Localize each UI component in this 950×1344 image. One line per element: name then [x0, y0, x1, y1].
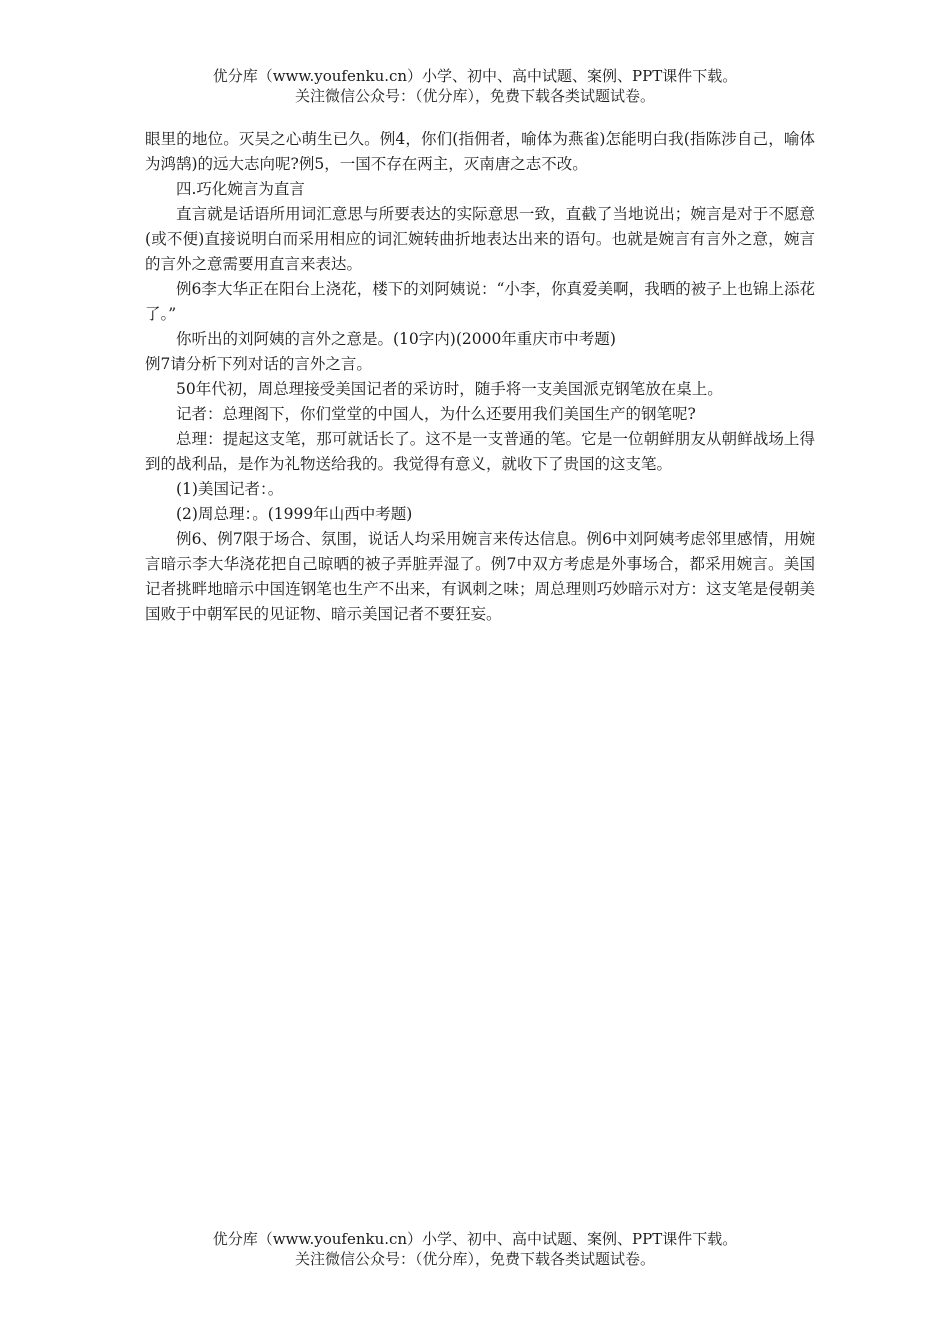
paragraph-1: 眼里的地位。灭吴之心萌生已久。例4，你们(指佣者，喻体为燕雀)怎能明白我(指陈涉自己，喻体为鸿鹄)的远大志向呢?例5，一国不存在两主，灭南唐之志不改。 [145, 130, 815, 173]
page-header [0, 66, 950, 106]
footer-line-2: 关注微信公众号：（优分库），免费下载各类试题试卷。 [294, 1250, 655, 1268]
header-line-2: 关注微信公众号：（优分库），免费下载各类试题试卷。 [294, 87, 655, 105]
paragraph-3: 直言就是话语所用词汇意思与所要表达的实际意思一致，直截了当地说出；婉言是对于不愿意(或不便)直接说明白而采用相应的词汇婉转曲折地表达出来的语句。也就是婉言有言外之意，婉言的言外之意需要用直言来表达。 [145, 205, 815, 273]
footer-line-1: 优分库（www.youfenku.cn）小学、初中、高中试题、案例、PPT课件下载。 [212, 1230, 738, 1248]
header-line-1: 优分库（www.youfenku.cn）小学、初中、高中试题、案例、PPT课件下载。 [212, 67, 738, 85]
paragraph-9: 总理：提起这支笔，那可就话长了。这不是一支普通的笔。它是一位朝鲜朋友从朝鲜战场上得到的战利品，是作为礼物送给我的。我觉得有意义，就收下了贵国的这支笔。 [145, 430, 815, 473]
paragraph-8: 记者：总理阁下，你们堂堂的中国人，为什么还要用我们美国生产的钢笔呢? [176, 405, 696, 423]
section-heading: 四.巧化婉言为直言 [176, 180, 305, 198]
paragraph-12: 例6、例7限于场合、氛围，说话人均采用婉言来传达信息。例6中刘阿姨考虑邻里感情，用婉言暗示李大华浇花把自己晾晒的被子弄脏弄湿了。例7中双方考虑是外事场合，都采用婉言。美国记者挑畔地暗示中国连钢笔也生产不出来，有讽刺之味；周总理则巧妙暗示对方：这支笔是侵朝美国败于中朝军民的见证物、暗示美国记者不要狂妄。 [145, 530, 815, 623]
page-footer [0, 1229, 950, 1269]
paragraph-6: 例7请分析下列对话的言外之言。 [145, 355, 372, 373]
paragraph-4: 例6李大华正在阳台上浇花，楼下的刘阿姨说：“小李，你真爱美啊，我晒的被子上也锦上添花了。” [145, 280, 815, 323]
paragraph-7: 50年代初，周总理接受美国记者的采访时，随手将一支美国派克钢笔放在桌上。 [176, 380, 723, 398]
paragraph-10: (1)美国记者：。 [176, 480, 284, 498]
paragraph-5: 你听出的刘阿姨的言外之意是。(10字内)(2000年重庆市中考题) [176, 330, 616, 348]
paragraph-11: (2)周总理：。(1999年山西中考题) [176, 505, 413, 523]
document-body [145, 127, 815, 627]
